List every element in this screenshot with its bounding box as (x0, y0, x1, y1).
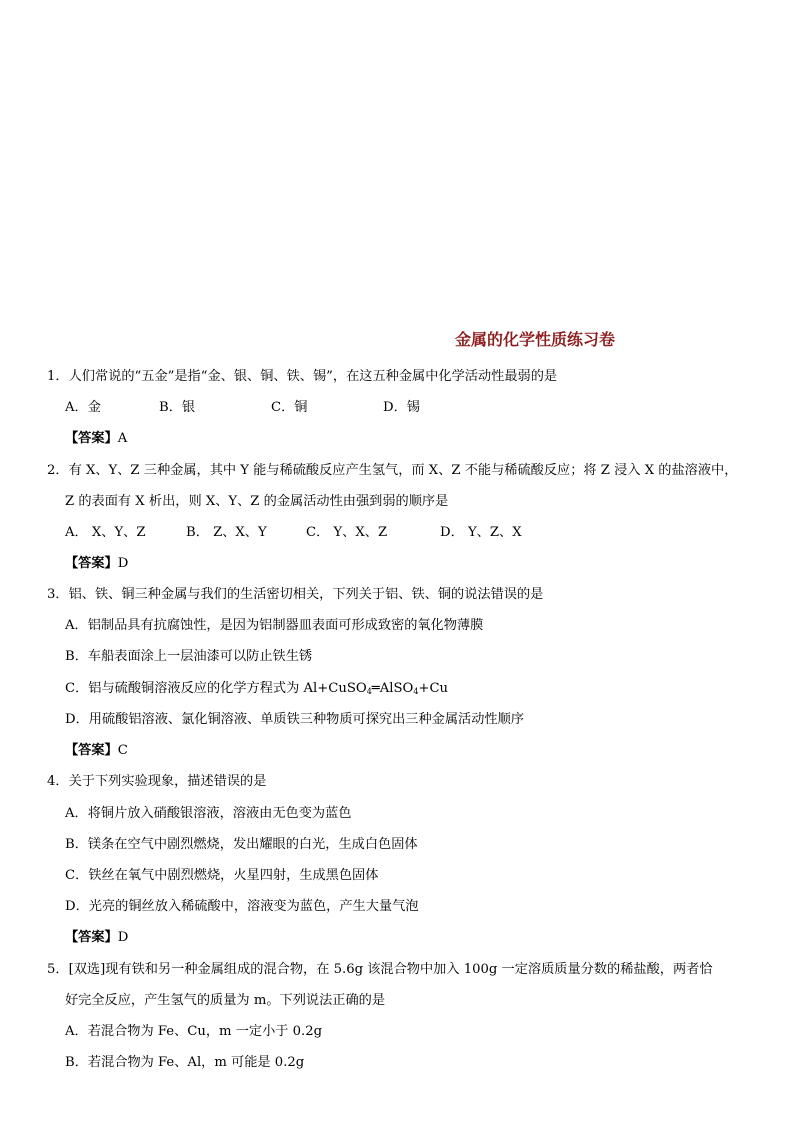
question-2-answer (65, 556, 128, 572)
question-2-stem-line-1: 2．有 X、Y、Z 三种金属，其中 Y 能与稀硫酸反应产生氢气，而 X、Z 不能与稀硫酸反应；将 Z 浸入 X 的盐溶液中， (47, 463, 738, 478)
answer-value: A (117, 431, 128, 446)
answer-label: 【答案】 (65, 930, 118, 945)
equation-text: ═AlSO (371, 681, 414, 696)
question-5-option-b: B．若混合物为 Fe、Al，m 可能是 0.2g (65, 1055, 305, 1070)
equation-text: +Cu (418, 681, 449, 696)
question-4-option-d: D．光亮的铜丝放入稀硫酸中，溶液变为蓝色，产生大量气泡 (65, 899, 419, 914)
question-1-option-d: D．锡 (383, 400, 420, 415)
question-2-option-c: C． Y、X、Z (306, 525, 388, 540)
question-4-option-a: A．将铜片放入硝酸银溶液，溶液由无色变为蓝色 (65, 806, 352, 821)
question-2-stem-line-2: Z 的表面有 X 析出，则 X、Y、Z 的金属活动性由强到弱的顺序是 (65, 494, 449, 509)
question-1-stem: 1．人们常说的“五金”是指“金、银、铜、铁、锡”，在这五种金属中化学活动性最弱的是 (47, 369, 558, 384)
question-5-stem-line-1: 5．[双选]现有铁和另一种金属组成的混合物，在 5.6g 该混合物中加入 100g 一定溶质质量分数的稀盐酸，两者恰 (47, 962, 713, 977)
question-2-option-a: A． X、Y、Z (65, 525, 146, 540)
answer-label: 【答案】 (65, 431, 118, 446)
question-4-option-c: C．铁丝在氧气中剧烈燃烧，火星四射，生成黑色固体 (65, 868, 379, 883)
answer-value: C (117, 743, 128, 758)
question-3-option-a: A．铝制品具有抗腐蚀性，是因为铝制器皿表面可形成致密的氧化物薄膜 (65, 618, 484, 633)
answer-value: D (117, 930, 129, 945)
question-3-option-c (65, 681, 448, 700)
question-1-option-c: C．铜 (271, 400, 308, 415)
equation-text: C．铝与硫酸铜溶液反应的化学方程式为 Al+CuSO (65, 681, 367, 696)
answer-value: D (117, 556, 129, 571)
question-3-stem: 3．铝、铁、铜三种金属与我们的生活密切相关，下列关于铝、铁、铜的说法错误的是 (47, 587, 544, 602)
question-3-answer (65, 743, 128, 759)
subscript: 4 (413, 687, 419, 696)
question-4-stem: 4．关于下列实验现象，描述错误的是 (47, 774, 267, 789)
question-5-stem-line-2: 好完全反应，产生氢气的质量为 m。下列说法正确的是 (65, 993, 386, 1008)
question-5-option-a: A．若混合物为 Fe、Cu，m 一定小于 0.2g (65, 1024, 323, 1039)
answer-label: 【答案】 (65, 743, 118, 758)
document-title: 金属的化学性质练习卷 (454, 330, 615, 349)
question-2-option-d: D． Y、Z、X (440, 525, 522, 540)
answer-label: 【答案】 (65, 556, 118, 571)
subscript: 4 (366, 687, 372, 696)
question-1-option-a: A．金 (65, 400, 101, 415)
question-4-answer (65, 930, 128, 946)
question-4-option-b: B．镁条在空气中剧烈燃烧，发出耀眼的白光，生成白色固体 (65, 837, 418, 852)
question-3-option-b: B．车船表面涂上一层油漆可以防止铁生锈 (65, 649, 313, 664)
question-1-option-b: B．银 (159, 400, 196, 415)
question-1-answer (65, 431, 127, 447)
question-2-option-b: B． Z、X、Y (186, 525, 267, 540)
question-3-option-d: D．用硫酸铝溶液、氯化铜溶液、单质铁三种物质可探究出三种金属活动性顺序 (65, 712, 524, 727)
